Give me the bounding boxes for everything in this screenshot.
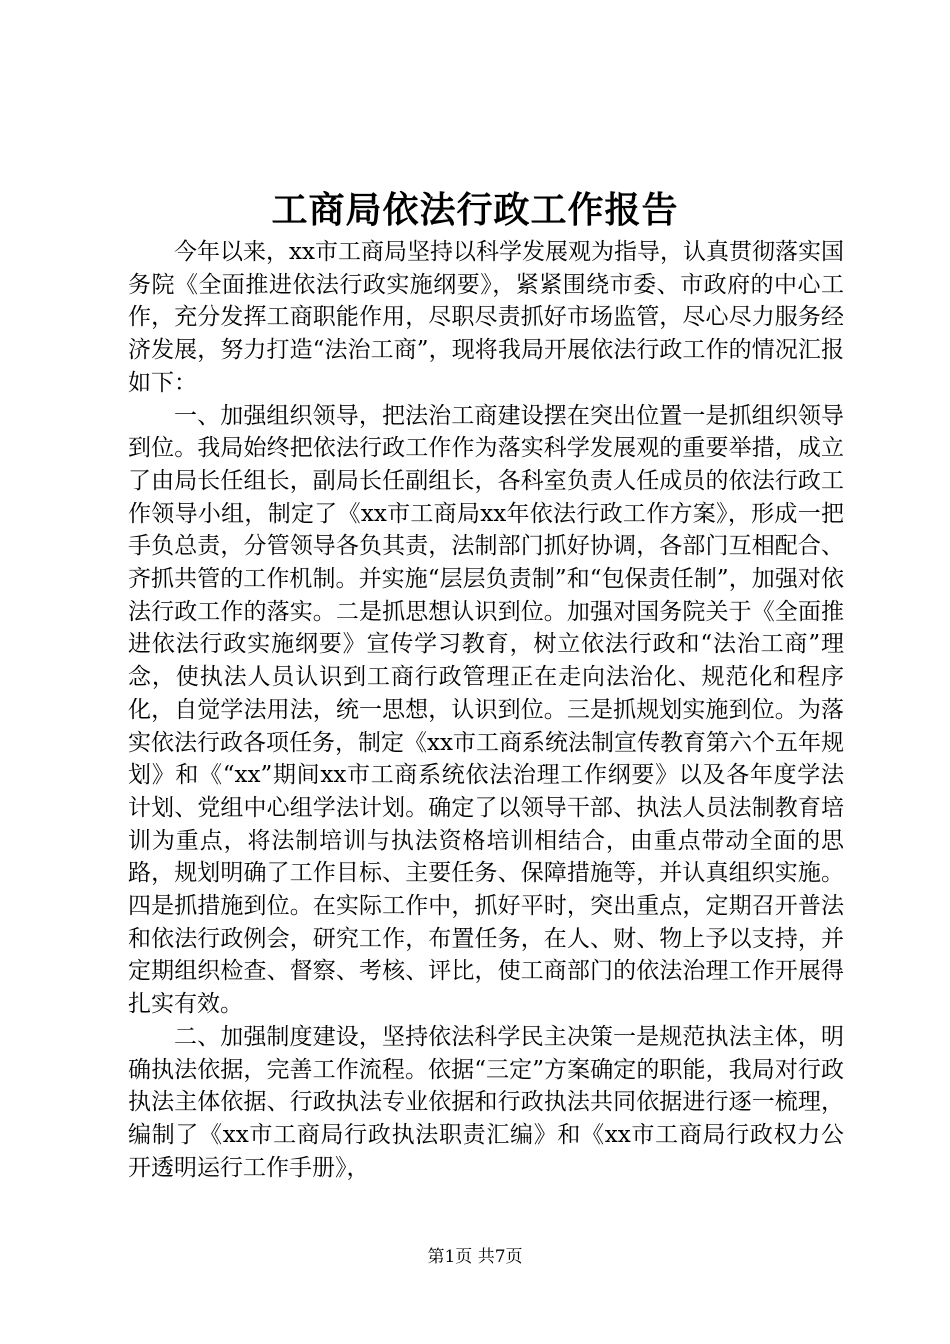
paragraph-section-2: 二、加强制度建设，坚持依法科学民主决策一是规范执法主体，明确执法依据，完善工作流程。依据“三定”方案确定的职能，我局对行政执法主体依据、行政执法专业依据和行政执法共同依据进行逐一梳理，编制了《xx市工商局行政执法职责汇编》和《xx市工商局行政权力公开透明运行工作手册》， <box>128 1023 844 1181</box>
paragraph-section-1: 一、加强组织领导，把法治工商建设摆在突出位置一是抓组织领导到位。我局始终把依法行政工作作为落实科学发展观的重要举措，成立了由局长任组长，副局长任副组长，各科室负责人任成员的依法行政工作领导小组，制定了《xx市工商局xx年依法行政工作方案》，形成一把手负总责，分管领导各负其责，法制部门抓好协调，各部门互相配合、齐抓共管的工作机制。并实施“层层负责制”和“包保责任制”，加强对依法行政工作的落实。二是抓思想认识到位。加强对国务院关于《全面推进依法行政实施纲要》宣传学习教育，树立依法行政和“法治工商”理念，使执法人员认识到工商行政管理正在走向法治化、规范化和程序化，自觉学法用法，统一思想，认识到位。三是抓规划实施到位。为落实依法行政各项任务，制定《xx市工商系统法制宣传教育第六个五年规划》和《“xx”期间xx市工商系统依法治理工作纲要》以及各年度学法计划、党组中心组学法计划。确定了以领导干部、执法人员法制教育培训为重点，将法制培训与执法资格培训相结合，由重点带动全面的思路，规划明确了工作目标、主要任务、保障措施等，并认真组织实施。四是抓措施到位。在实际工作中，抓好平时，突出重点，定期召开普法和依法行政例会，研究工作，布置任务，在人、财、物上予以支持，并定期组织检查、督察、考核、评比，使工商部门的依法治理工作开展得扎实有效。 <box>128 402 844 1018</box>
document-body <box>128 236 844 1184</box>
page-number-footer: 第1页 共7页 <box>427 1247 523 1267</box>
document-title: 工商局依法行政工作报告 <box>271 189 679 231</box>
paragraph-intro: 今年以来，xx市工商局坚持以科学发展观为指导，认真贯彻落实国务院《全面推进依法行政实施纲要》，紧紧围绕市委、市政府的中心工作，充分发挥工商职能作用，尽职尽责抓好市场监管，尽心尽力服务经济发展，努力打造“法治工商”，现将我局开展依法行政工作的情况汇报如下： <box>128 239 844 396</box>
